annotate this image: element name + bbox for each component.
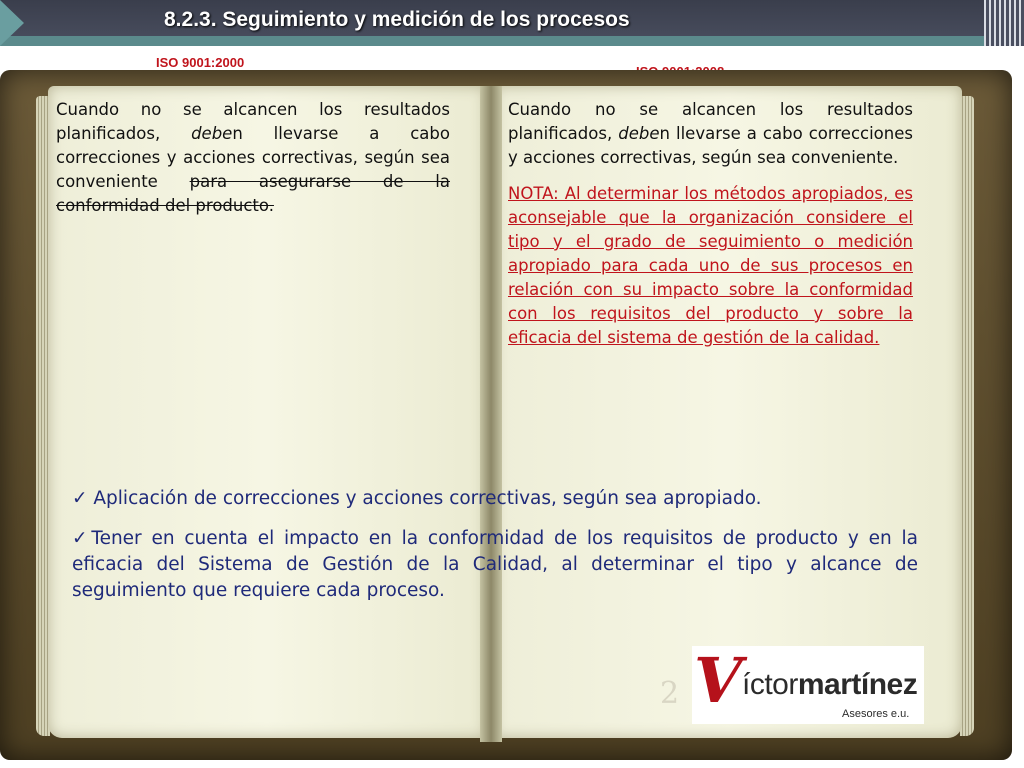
bullet-text: Aplicación de correcciones y acciones correctivas, según sea apropiado.: [87, 488, 762, 509]
right-page-text: [508, 98, 913, 350]
company-logo: [692, 646, 924, 724]
left-text-struck: para asegurarse de la conformidad del producto.: [56, 172, 450, 215]
logo-subtitle: Asesores e.u.: [842, 708, 910, 720]
bullet-list: [72, 486, 918, 618]
logo-name-first: íctor: [742, 668, 798, 701]
bullet-text: Tener en cuenta el impacto en la conformidad de los requisitos de producto y en la eficacia del Sistema de Gestión de la Calidad, al determinar el tipo y alcance de seguimiento que requiere cada proceso.: [72, 528, 918, 601]
logo-name-last: martínez: [797, 668, 918, 701]
check-icon: ✓: [72, 528, 92, 549]
bullet-item: [72, 486, 918, 512]
bullet-item: [72, 526, 918, 604]
logo-initial: V: [694, 644, 743, 717]
right-text-suffix: n llevarse a cabo correcciones y acciones correctivas, según sea conveniente.: [508, 124, 913, 167]
right-text-prefix: Cuando no se alcancen los resultados planificados,: [508, 100, 913, 143]
left-text-prefix: Cuando no se alcancen los resultados planificados,: [56, 100, 450, 143]
header-decoration: [984, 0, 1024, 46]
left-page-text: [56, 98, 450, 218]
logo-name: [742, 668, 917, 702]
page-number: 2: [660, 676, 680, 711]
left-text-emphasis: debe: [191, 124, 233, 143]
left-text-middle: n llevarse a cabo correcciones y acciones correctivas, según sea conveniente: [56, 124, 450, 191]
right-text-paragraph: [508, 98, 913, 170]
page-edges-right: [960, 96, 974, 736]
book-spine: [480, 86, 502, 742]
header-pointer-icon: [0, 0, 24, 46]
right-page-note: NOTA: Al determinar los métodos apropiados, es aconsejable que la organización considere el tipo y el grado de seguimiento o medición apropiado para cada uno de sus procesos en relación con su impacto sobre la conformidad con los requisitos del producto y sobre la eficacia del sistema de gestión de la calidad.: [508, 184, 913, 347]
check-icon: ✓: [72, 488, 88, 509]
right-text-emphasis: debe: [618, 124, 660, 143]
header-accent-stripe: [0, 36, 1024, 46]
iso-2000-label: ISO 9001:2000: [156, 55, 245, 70]
slide-title: 8.2.3. Seguimiento y medición de los procesos: [164, 8, 630, 31]
